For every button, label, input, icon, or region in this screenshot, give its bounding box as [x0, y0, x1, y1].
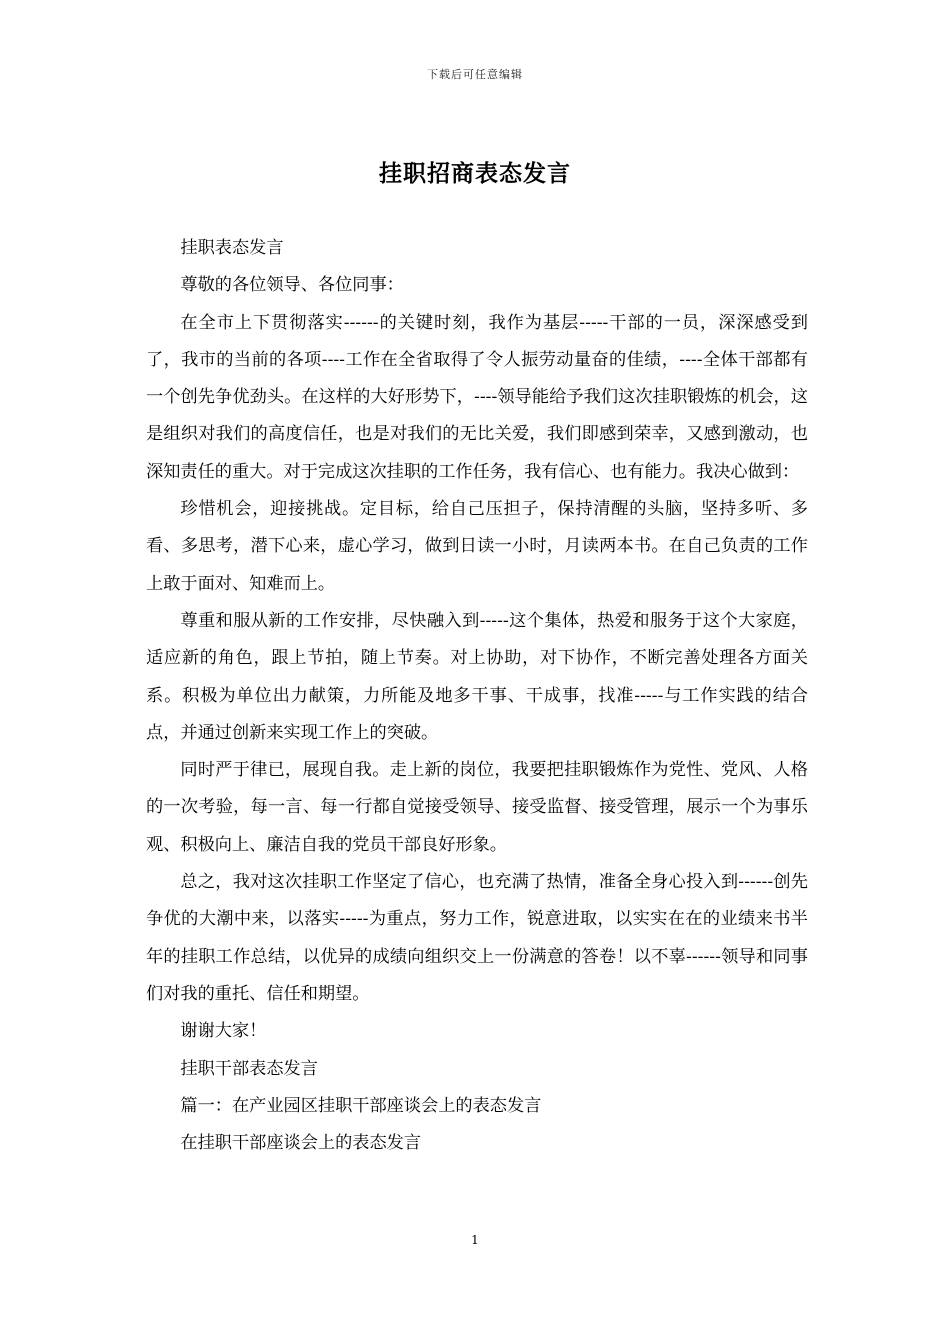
paragraph-intro: 在全市上下贯彻落实------的关键时刻，我作为基层-----干部的一员，深深感受到了，我市的当前的各项----工作在全省取得了令人振劳动量奋的佳绩，----全体干部都有一个创先争优劲头。在这样的大好形势下，----领导能给予我们这次挂职锻炼的机会，这是组织对我们的高度信任，也是对我们的无比关爱，我们即感到荣幸，又感到激动，也深知责任的重大。对于完成这次挂职的工作任务，我有信心、也有能力。我决心做到： [146, 312, 808, 482]
paragraph-article-1-title: 篇一：在产业园区挂职干部座谈会上的表态发言 [180, 1095, 542, 1116]
paragraph-subtitle: 挂职表态发言 [180, 238, 284, 258]
document-title: 挂职招商表态发言 [379, 160, 571, 187]
paragraph-point-3: 同时严于律已，展现自我。走上新的岗位，我要把挂职锻炼作为党性、党风、人格的一次考验，每一言、每一行都自觉接受领导、接受监督、接受管理，展示一个为事乐观、积极向上、廉洁自我的党员干部良好形象。 [146, 760, 808, 855]
paragraph-article-1-subtitle: 在挂职干部座谈会上的表态发言 [180, 1133, 422, 1154]
paragraph-salutation: 尊敬的各位领导、各位同事： [180, 275, 404, 296]
paragraph-point-2: 尊重和服从新的工作安排，尽快融入到-----这个集体，热爱和服务于这个大家庭，适应新的角色，跟上节拍，随上节奏。对上协助，对下协作，不断完善处理各方面关系。积极为单位出力献策，力所能及地多干事、干成事，找准-----与工作实践的结合点，并通过创新来实现工作上的突破。 [146, 610, 808, 743]
paragraph-heading-2: 挂职干部表态发言 [180, 1058, 318, 1079]
paragraph-conclusion: 总之，我对这次挂职工作坚定了信心，也充满了热情，准备全身心投入到------创先争优的大潮中来，以落实-----为重点，努力工作，锐意进取，以实实在在的业绩来书半年的挂职工作总结，以优异的成绩向组织交上一份满意的答卷！以不辜------领导和同事们对我的重托、信任和期望。 [146, 872, 808, 1004]
paragraph-point-1: 珍惜机会，迎接挑战。定目标，给自己压担子，保持清醒的头脑，坚持多听、多看、多思考，潜下心来，虚心学习，做到日读一小时，月读两本书。在自己负责的工作上敢于面对、知难而上。 [146, 499, 808, 594]
page-number: 1 [471, 1233, 479, 1247]
document-body [146, 230, 808, 1162]
paragraph-thanks: 谢谢大家！ [180, 1021, 267, 1042]
page-header-note: 下载后可任意编辑 [427, 68, 523, 81]
